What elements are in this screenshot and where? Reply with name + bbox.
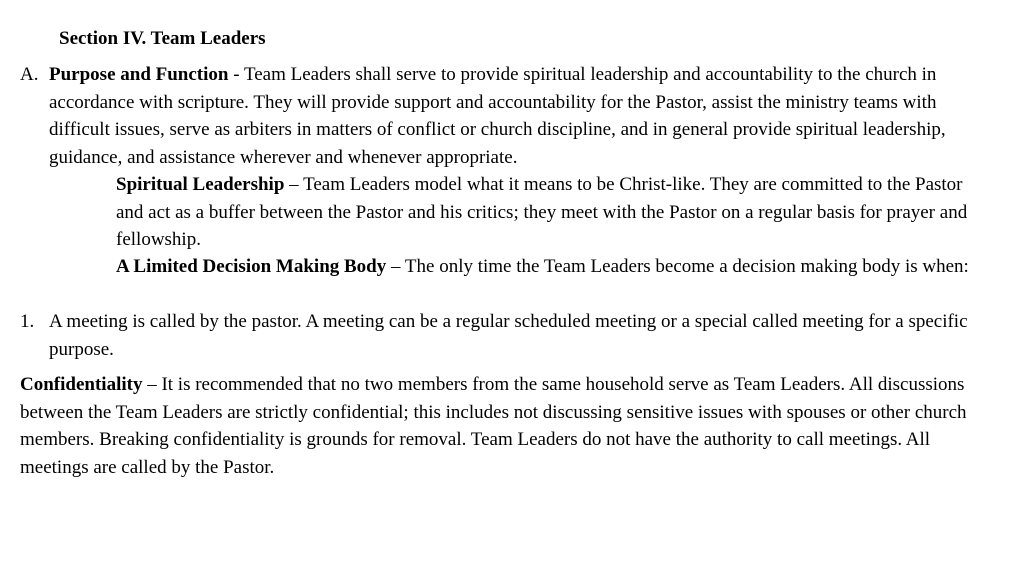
purpose-function-paragraph bbox=[49, 61, 994, 171]
limited-decision-text: – The only time the Team Leaders become a decision making body is when: bbox=[386, 256, 969, 277]
limited-decision-paragraph bbox=[116, 253, 986, 281]
purpose-function-text: - Team Leaders shall serve to provide spiritual leadership and accountability to the church in accordance with scripture. They will provide support and accountability for the Pastor, assist the ministry teams with difficult issues, serve as arbiters in matters of conflict or church discipline, and in general provide spiritual leadership, guidance, and assistance wherever and whenever appropriate. bbox=[49, 64, 946, 168]
spiritual-leadership-text: – Team Leaders model what it means to be Christ-like. They are committed to the Pastor and act as a buffer between the Pastor and his critics; they meet with the Pastor on a regular basis for prayer and fellowship. bbox=[116, 174, 968, 250]
spiritual-leadership-paragraph bbox=[116, 171, 986, 254]
confidentiality-text: – It is recommended that no two members from the same household serve as Team Leaders. All discussions between the Team Leaders are strictly confidential; this includes not discussing sensitive issues with spouses or other church members. Breaking confidentiality is grounds for removal. Team Leaders do not have the authority to call meetings. All meetings are called by the Pastor. bbox=[20, 374, 967, 478]
confidentiality-title: Confidentiality bbox=[20, 374, 143, 395]
numbered-item-text: A meeting is called by the pastor. A meeting can be a regular scheduled meeting or a special called meeting for a specific purpose. bbox=[49, 311, 968, 360]
section-heading: Section IV. Team Leaders bbox=[59, 28, 266, 49]
numbered-item-marker: 1. bbox=[20, 311, 35, 332]
spiritual-leadership-title: Spiritual Leadership bbox=[116, 174, 285, 195]
limited-decision-title: A Limited Decision Making Body bbox=[116, 256, 387, 277]
purpose-function-title: Purpose and Function bbox=[49, 64, 229, 85]
item-a-marker: A. bbox=[20, 64, 39, 85]
confidentiality-paragraph bbox=[20, 371, 995, 481]
